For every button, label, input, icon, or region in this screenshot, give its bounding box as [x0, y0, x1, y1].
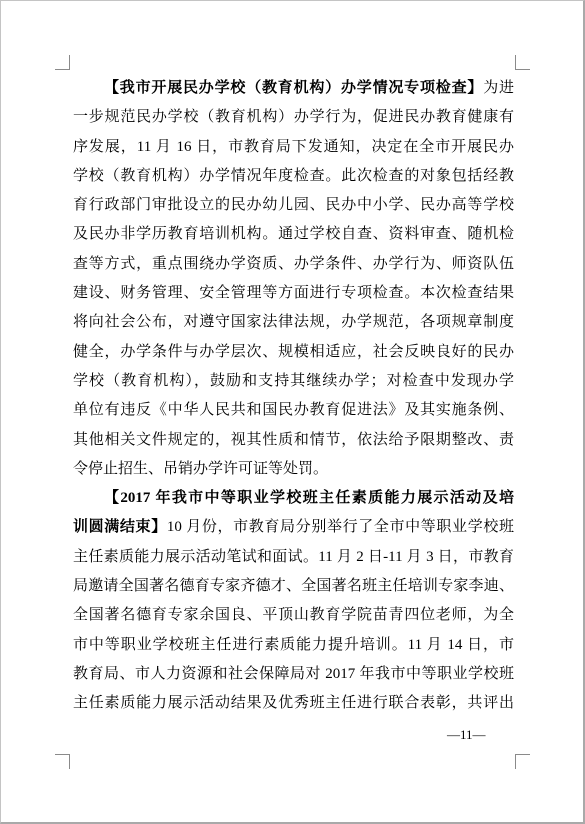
paragraph-heading: 训圆满结束】 [73, 519, 167, 536]
text-line: 令停止招生、吊销办学许可证等处罚。 [73, 460, 329, 477]
body-text: 为进 [483, 80, 514, 96]
document-body [73, 74, 514, 719]
text-line: 教育局、市人力资源和社会保障局对 2017 年我市中等职业学校班 [73, 665, 514, 682]
text-line: 学校（教育机构），鼓励和支持其继续办学；对检查中发现办学 [73, 372, 514, 389]
paragraph [73, 484, 514, 718]
crop-mark-top-left [55, 55, 70, 70]
crop-mark-bottom-left [55, 754, 70, 769]
paragraph-heading: 【我市开展民办学校（教育机构）办学情况专项检查】 [104, 80, 484, 96]
text-line: 学校（教育机构）办学情况年度检查。此次检查的对象包括经教 [73, 167, 514, 184]
text-line [73, 74, 514, 103]
text-line: 单位有违反《中华人民共和国民办教育促进法》及其实施条例、 [73, 402, 514, 419]
text-line: 查等方式，重点围绕办学资质、办学条件、办学行为、师资队伍 [73, 255, 514, 272]
text-line: 主任素质能力展示活动笔试和面试。11 月 2 日-11 月 3 日，市教育 [73, 548, 514, 565]
crop-mark-bottom-right [515, 754, 530, 769]
crop-mark-top-right [515, 55, 530, 70]
text-line: 育行政部门审批设立的民办幼儿园、民办中小学、民办高等学校 [73, 197, 514, 214]
text-line: 局邀请全国著名德育专家齐德才、全国著名班主任培训专家李迪、 [73, 578, 514, 595]
body-text: 10 月份，市教育局分别举行了全市中等职业学校班 [166, 519, 514, 536]
text-line: 健全，办学条件与办学层次、规模相适应，社会反映良好的民办 [73, 343, 514, 360]
text-line: 及民办非学历教育培训机构。通过学校自查、资料审查、随机检 [73, 226, 514, 243]
text-line [73, 513, 514, 542]
text-line [73, 484, 514, 513]
text-line: 市中等职业学校班主任进行素质能力提升培训。11 月 14 日，市 [73, 636, 514, 653]
text-line: 序发展，11 月 16 日，市教育局下发通知，决定在全市开展民办 [73, 138, 514, 155]
text-line: 一步规范民办学校（教育机构）办学行为，促进民办教育健康有 [73, 109, 514, 126]
paragraph-heading: 【2017 年我市中等职业学校班主任素质能力展示活动及培 [104, 490, 514, 507]
paragraph [73, 74, 514, 484]
text-line: 将向社会公布，对遵守国家法律法规，办学规范，各项规章制度 [73, 314, 514, 331]
text-line: 建设、财务管理、安全管理等方面进行专项检查。本次检查结果 [73, 285, 514, 302]
text-line: 主任素质能力展示活动结果及优秀班主任进行联合表彰，共评出 [73, 695, 514, 712]
page-number: —11— [447, 727, 486, 742]
text-line: 其他相关文件规定的，视其性质和情节，依法给予限期整改、责 [73, 431, 514, 448]
text-line: 全国著名德育专家余国良、平顶山教育学院苗青四位老师，为全 [73, 607, 514, 624]
